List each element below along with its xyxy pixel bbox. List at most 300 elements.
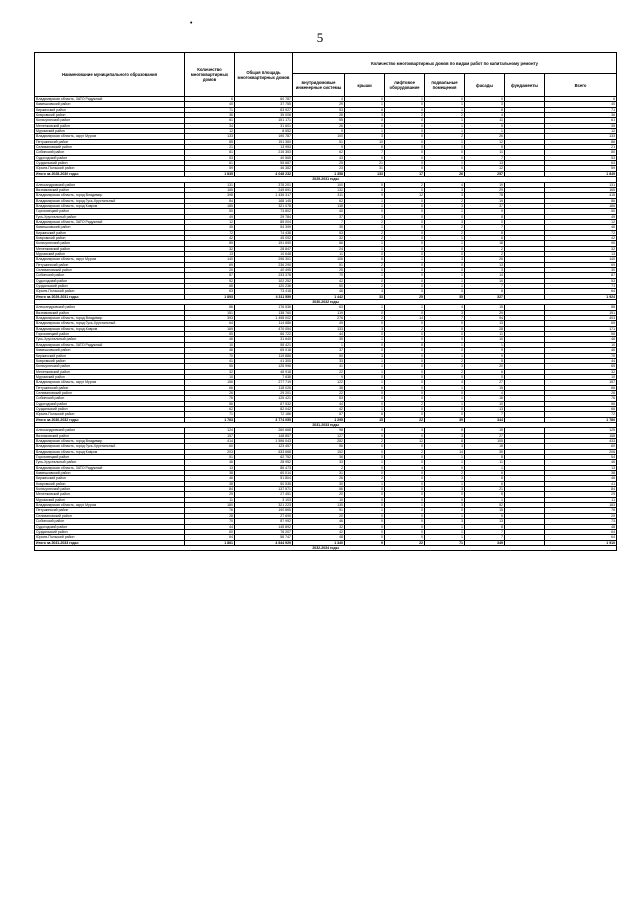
- engineering-count: 132: [293, 187, 345, 192]
- roofs-count: 33: [345, 294, 385, 299]
- facades-count: 8: [465, 476, 505, 481]
- municipality-name: Петушинский район: [35, 508, 185, 513]
- houses-count: 61: [185, 118, 235, 123]
- basements-count: 3: [425, 187, 465, 192]
- houses-count: 68: [185, 284, 235, 289]
- basements-count: 1: [425, 529, 465, 534]
- total-count: 12: [545, 129, 617, 134]
- facades-count: 4: [465, 113, 505, 118]
- basements-count: 1: [425, 353, 465, 358]
- roofs-count: 5: [345, 182, 385, 187]
- basements-count: 0: [425, 465, 465, 470]
- total-area: 1 436 317: [235, 193, 293, 198]
- total-count: 69: [545, 321, 617, 326]
- total-area: 41 300: [235, 358, 293, 363]
- basements-count: 3: [425, 310, 465, 315]
- basements-count: 1: [425, 481, 465, 486]
- total-area: 56 747: [235, 535, 293, 540]
- total-count: 80: [545, 150, 617, 155]
- engineering-count: 22: [293, 369, 345, 374]
- total-area: 76 207: [235, 529, 293, 534]
- total-area: 40 495: [235, 268, 293, 273]
- total-area: 73 418: [235, 289, 293, 294]
- municipality-name: Меленковский район: [35, 123, 185, 128]
- houses-count: 64: [185, 321, 235, 326]
- engineering-count: 1 340: [293, 540, 345, 545]
- basements-count: 3: [425, 444, 465, 449]
- facades-count: 15: [465, 385, 505, 390]
- basements-count: 1: [425, 455, 465, 460]
- municipality-name: Вязниковский район: [35, 433, 185, 438]
- basements-count: 0: [425, 289, 465, 294]
- municipality-name: Селивановский район: [35, 390, 185, 395]
- engineering-count: 26: [293, 113, 345, 118]
- total-count: 50: [545, 209, 617, 214]
- houses-count: 20: [185, 268, 235, 273]
- elevators-count: 0: [385, 433, 425, 438]
- facades-count: 7: [465, 284, 505, 289]
- municipality-name: Петушинский район: [35, 139, 185, 144]
- engineering-count: 20: [293, 513, 345, 518]
- facades-count: 257: [465, 171, 505, 176]
- roofs-count: 3: [345, 326, 385, 331]
- elevators-count: 0: [385, 396, 425, 401]
- roofs-count: 6: [345, 257, 385, 262]
- roofs-count: 0: [345, 487, 385, 492]
- total-area: 123 457: [235, 444, 293, 449]
- houses-count: 59: [185, 166, 235, 171]
- roofs-count: 3: [345, 353, 385, 358]
- roofs-count: 0: [345, 444, 385, 449]
- elevators-count: 0: [385, 535, 425, 540]
- total-count: 64: [545, 529, 617, 534]
- facades-count: 9: [465, 353, 505, 358]
- elevators-count: 0: [385, 385, 425, 390]
- facades-count: 1: [465, 129, 505, 134]
- facades-count: 0: [465, 97, 505, 102]
- municipality-name: Владимирская область, округ Муром: [35, 257, 185, 262]
- elevators-count: 0: [385, 246, 425, 251]
- total-area: 321 078: [235, 203, 293, 208]
- total-area: 45 918: [235, 369, 293, 374]
- total-area: 31 601: [235, 123, 293, 128]
- municipality-name: Меленковский район: [35, 369, 185, 374]
- roofs-count: 2: [345, 230, 385, 235]
- basements-count: 4: [425, 182, 465, 187]
- total-area: 125 421: [235, 396, 293, 401]
- engineering-count: 25: [293, 161, 345, 166]
- engineering-count: 23: [293, 166, 345, 171]
- houses-count: 38: [185, 471, 235, 476]
- total-area: 321 223: [235, 503, 293, 508]
- total-area: 191 360: [235, 139, 293, 144]
- total-count: 42: [545, 235, 617, 240]
- houses-count: 71: [185, 412, 235, 417]
- basements-count: 3: [425, 433, 465, 438]
- elevators-count: 0: [385, 455, 425, 460]
- municipality-name: Юрьев-Польский район: [35, 289, 185, 294]
- elevators-count: 2: [385, 113, 425, 118]
- basements-count: 0: [425, 332, 465, 337]
- basements-count: 71: [425, 540, 465, 545]
- engineering-count: 62: [293, 198, 345, 203]
- engineering-count: 31: [293, 471, 345, 476]
- elevators-count: 0: [385, 251, 425, 256]
- facades-count: 26: [465, 257, 505, 262]
- municipality-name: Собинский район: [35, 519, 185, 524]
- engineering-count: 276: [293, 316, 345, 321]
- total-count: 64: [545, 289, 617, 294]
- total-area: 54 399: [235, 225, 293, 230]
- total-count: 46: [545, 225, 617, 230]
- roofs-count: 1: [345, 481, 385, 486]
- roofs-count: 0: [345, 268, 385, 273]
- total-area: 29 784: [235, 214, 293, 219]
- municipality-name: Собинский район: [35, 150, 185, 155]
- total-count: 165: [545, 187, 617, 192]
- total-area: 296 301: [235, 257, 293, 262]
- total-count: 13: [545, 465, 617, 470]
- roofs-count: 1: [345, 380, 385, 385]
- houses-count: 10: [185, 374, 235, 379]
- elevators-count: 0: [385, 476, 425, 481]
- basements-count: 1: [425, 385, 465, 390]
- roofs-count: 4: [345, 289, 385, 294]
- roofs-count: 9: [345, 193, 385, 198]
- total-count: 72: [545, 230, 617, 235]
- header-basements: подвальные помещения: [425, 74, 465, 97]
- total-count: 13: [545, 251, 617, 256]
- total-count: 48: [545, 524, 617, 529]
- municipality-name: Собинский район: [35, 396, 185, 401]
- municipality-name: Киржачский район: [35, 353, 185, 358]
- roofs-count: 1: [345, 508, 385, 513]
- table-body: [35, 97, 617, 551]
- total-count: 54: [545, 455, 617, 460]
- total-count: 29: [545, 513, 617, 518]
- municipality-name: Владимирская область, ЗАТО Радужный: [35, 342, 185, 347]
- total-area: 151 171: [235, 118, 293, 123]
- engineering-count: 33: [293, 460, 345, 465]
- engineering-count: 10: [293, 497, 345, 502]
- facades-count: 5: [465, 123, 505, 128]
- houses-count: 51: [185, 455, 235, 460]
- roofs-count: 1: [345, 406, 385, 411]
- total-area: 4 311 559: [235, 294, 293, 299]
- facades-count: 6: [465, 289, 505, 294]
- engineering-count: 1 442: [293, 294, 345, 299]
- facades-count: 15: [465, 428, 505, 433]
- period-label: 2031-2033 годы: [35, 422, 617, 427]
- municipality-name: Кольчугинский район: [35, 241, 185, 246]
- municipality-name: Ковровский район: [35, 235, 185, 240]
- total-count: 133: [545, 134, 617, 139]
- engineering-count: 44: [293, 401, 345, 406]
- basements-count: 1: [425, 118, 465, 123]
- facades-count: 19: [465, 182, 505, 187]
- basements-count: 3: [425, 476, 465, 481]
- basements-count: 0: [425, 214, 465, 219]
- total-count: 433: [545, 439, 617, 444]
- elevators-count: 0: [385, 332, 425, 337]
- elevators-count: 0: [385, 230, 425, 235]
- total-count: 90: [545, 241, 617, 246]
- houses-count: 40: [185, 102, 235, 107]
- header-houses: Количество многоквартирных домов: [185, 53, 235, 97]
- total-area: 86 722: [235, 332, 293, 337]
- municipality-name: Киржачский район: [35, 476, 185, 481]
- houses-count: 140: [185, 257, 235, 262]
- total-area: 86 473: [235, 465, 293, 470]
- total-count: 206: [545, 449, 617, 454]
- period-label: 2032-2034 годы: [35, 545, 617, 550]
- total-area: 633 668: [235, 449, 293, 454]
- municipality-name: Владимирская область, город Гусь-Хрустальный: [35, 321, 185, 326]
- facades-count: 6: [465, 471, 505, 476]
- elevators-count: 0: [385, 241, 425, 246]
- total-count: 65: [545, 364, 617, 369]
- header-name: Наименование муниципального образования: [35, 53, 185, 97]
- elevators-count: 0: [385, 492, 425, 497]
- elevators-count: 0: [385, 155, 425, 160]
- municipality-name: Судогодский район: [35, 401, 185, 406]
- facades-count: 6: [465, 369, 505, 374]
- houses-count: 76: [185, 396, 235, 401]
- engineering-count: 49: [293, 321, 345, 326]
- municipality-name: Собинский район: [35, 273, 185, 278]
- engineering-count: 29: [293, 102, 345, 107]
- municipality-name: Владимирская область, округ Муром: [35, 134, 185, 139]
- municipality-name: Камешковский район: [35, 348, 185, 353]
- total-area: 31 640: [235, 337, 293, 342]
- elevators-count: 0: [385, 289, 425, 294]
- roofs-count: 15: [345, 417, 385, 422]
- facades-count: 29: [465, 187, 505, 192]
- roofs-count: 2: [345, 284, 385, 289]
- houses-count: 61: [185, 161, 235, 166]
- municipality-name: Камешковский район: [35, 471, 185, 476]
- municipality-name: Итого за 2030-2032 годы:: [35, 417, 185, 422]
- houses-count: 34: [185, 123, 235, 128]
- total-area: 28 952: [235, 460, 293, 465]
- engineering-count: 32: [293, 524, 345, 529]
- elevators-count: 0: [385, 374, 425, 379]
- houses-count: 66: [185, 385, 235, 390]
- houses-count: 63: [185, 289, 235, 294]
- elevators-count: 0: [385, 497, 425, 502]
- header-roofs: крыши: [345, 74, 385, 97]
- total-area: 60 787: [235, 97, 293, 102]
- basements-count: 0: [425, 492, 465, 497]
- total-count: 11: [545, 497, 617, 502]
- engineering-count: 66: [293, 241, 345, 246]
- engineering-count: 53: [293, 396, 345, 401]
- facades-count: 6: [465, 481, 505, 486]
- facades-count: 2: [465, 246, 505, 251]
- houses-count: 36: [185, 113, 235, 118]
- houses-count: 76: [185, 508, 235, 513]
- houses-count: 71: [185, 107, 235, 112]
- engineering-count: 56: [293, 444, 345, 449]
- total-count: 186: [545, 203, 617, 208]
- basements-count: 0: [425, 348, 465, 353]
- total-area: 137 571: [235, 487, 293, 492]
- facades-count: 11: [465, 332, 505, 337]
- engineering-count: 35: [293, 337, 345, 342]
- municipality-name: Гусь-Хрустальный район: [35, 460, 185, 465]
- engineering-count: 11: [293, 251, 345, 256]
- basements-count: 0: [425, 508, 465, 513]
- total-area: 190 787: [235, 134, 293, 139]
- elevators-count: 0: [385, 214, 425, 219]
- total-area: 74 438: [235, 230, 293, 235]
- facades-count: 13: [465, 406, 505, 411]
- total-area: 168 145: [235, 198, 293, 203]
- basements-count: 1: [425, 107, 465, 112]
- roofs-count: 0: [345, 529, 385, 534]
- basements-count: 0: [425, 497, 465, 502]
- roofs-count: 0: [345, 401, 385, 406]
- engineering-count: 53: [293, 230, 345, 235]
- houses-count: 85: [185, 139, 235, 144]
- total-count: 69: [545, 262, 617, 267]
- elevators-count: 1: [385, 305, 425, 310]
- facades-count: 349: [465, 540, 505, 545]
- facades-count: 26: [465, 134, 505, 139]
- header-engineering: внутридомовые инженерные системы: [293, 74, 345, 97]
- facades-count: 52: [465, 503, 505, 508]
- municipality-name: Суздальский район: [35, 284, 185, 289]
- municipality-name: Итого за 2031-2033 годы:: [35, 540, 185, 545]
- total-area: 470 054: [235, 326, 293, 331]
- engineering-count: 9: [293, 129, 345, 134]
- engineering-count: 62: [293, 150, 345, 155]
- total-count: 86: [545, 139, 617, 144]
- municipality-name: Ковровский район: [35, 481, 185, 486]
- total-count: 183: [545, 503, 617, 508]
- facades-count: 0: [465, 374, 505, 379]
- houses-count: 29: [185, 492, 235, 497]
- municipality-name: Муромский район: [35, 129, 185, 134]
- total-area: 7 638: [235, 374, 293, 379]
- facades-count: 7: [465, 535, 505, 540]
- municipality-name: Владимирская область, город Гусь-Хрустальный: [35, 444, 185, 449]
- roofs-count: 0: [345, 519, 385, 524]
- total-count: 53: [545, 278, 617, 283]
- engineering-count: 138: [293, 203, 345, 208]
- elevators-count: 0: [385, 150, 425, 155]
- total-count: 35: [545, 123, 617, 128]
- roofs-count: 1: [345, 102, 385, 107]
- municipality-name: Владимирская область, ЗАТО Радужный: [35, 97, 185, 102]
- houses-count: 69: [185, 262, 235, 267]
- roofs-count: 1: [345, 369, 385, 374]
- elevators-count: 0: [385, 118, 425, 123]
- facades-count: 27: [465, 433, 505, 438]
- houses-count: 12: [185, 219, 235, 224]
- basements-count: 39: [425, 417, 465, 422]
- engineering-count: 33: [293, 358, 345, 363]
- elevators-count: 0: [385, 460, 425, 465]
- facades-count: 19: [465, 198, 505, 203]
- engineering-count: 37: [293, 214, 345, 219]
- roofs-count: 7: [345, 150, 385, 155]
- roofs-count: 2: [345, 219, 385, 224]
- engineering-count: 42: [293, 278, 345, 283]
- elevators-count: 0: [385, 225, 425, 230]
- engineering-count: 50: [293, 353, 345, 358]
- total-count: 60: [545, 444, 617, 449]
- housing-repair-table: [34, 52, 617, 551]
- total-count: 157: [545, 380, 617, 385]
- municipality-name: Муромский район: [35, 497, 185, 502]
- houses-count: 13: [185, 465, 235, 470]
- total-area: 8 552: [235, 129, 293, 134]
- total-area: 176 536: [235, 305, 293, 310]
- facades-count: 9: [465, 209, 505, 214]
- roofs-count: 3: [345, 134, 385, 139]
- total-count: 151: [545, 310, 617, 315]
- facades-count: 8: [465, 214, 505, 219]
- basements-count: 4: [425, 305, 465, 310]
- basements-count: 1: [425, 342, 465, 347]
- houses-count: 156: [185, 380, 235, 385]
- houses-count: 6: [185, 97, 235, 102]
- total-area: 40 565: [235, 155, 293, 160]
- total-count: 1 924: [545, 294, 617, 299]
- elevators-count: 0: [385, 198, 425, 203]
- engineering-count: 50: [293, 284, 345, 289]
- total-area: 233 378: [235, 273, 293, 278]
- municipality-name: Судогодский район: [35, 155, 185, 160]
- basements-count: 1: [425, 102, 465, 107]
- facades-count: 21: [465, 487, 505, 492]
- houses-count: 70: [185, 519, 235, 524]
- houses-count: 169: [185, 326, 235, 331]
- engineering-count: 56: [293, 487, 345, 492]
- houses-count: 44: [185, 524, 235, 529]
- roofs-count: 0: [345, 497, 385, 502]
- engineering-count: 282: [293, 439, 345, 444]
- houses-count: 32: [185, 369, 235, 374]
- engineering-count: 133: [293, 326, 345, 331]
- engineering-count: 122: [293, 380, 345, 385]
- roofs-count: 3: [345, 113, 385, 118]
- header-elevators: лифтовое оборудование: [385, 74, 425, 97]
- engineering-count: 53: [293, 107, 345, 112]
- elevators-count: 12: [385, 193, 425, 198]
- basements-count: 1: [425, 524, 465, 529]
- facades-count: 1: [465, 465, 505, 470]
- municipality-name: Суздальский район: [35, 406, 185, 411]
- engineering-count: 24: [293, 246, 345, 251]
- roofs-count: 2: [345, 316, 385, 321]
- header-works-group: Количество многоквартирных домов по видам работ по капитальному ремонту: [293, 53, 617, 74]
- facades-count: 29: [465, 310, 505, 315]
- total-area: 27 451: [235, 492, 293, 497]
- bullet-mark: •: [190, 20, 193, 27]
- facades-count: 1: [465, 342, 505, 347]
- houses-count: 42: [185, 235, 235, 240]
- total-count: 59: [545, 166, 617, 171]
- roofs-count: 3: [345, 214, 385, 219]
- houses-count: 41: [185, 358, 235, 363]
- elevators-count: 12: [385, 439, 425, 444]
- basements-count: 2: [425, 113, 465, 118]
- basements-count: 1: [425, 139, 465, 144]
- basements-count: 1: [425, 241, 465, 246]
- engineering-count: 51: [293, 262, 345, 267]
